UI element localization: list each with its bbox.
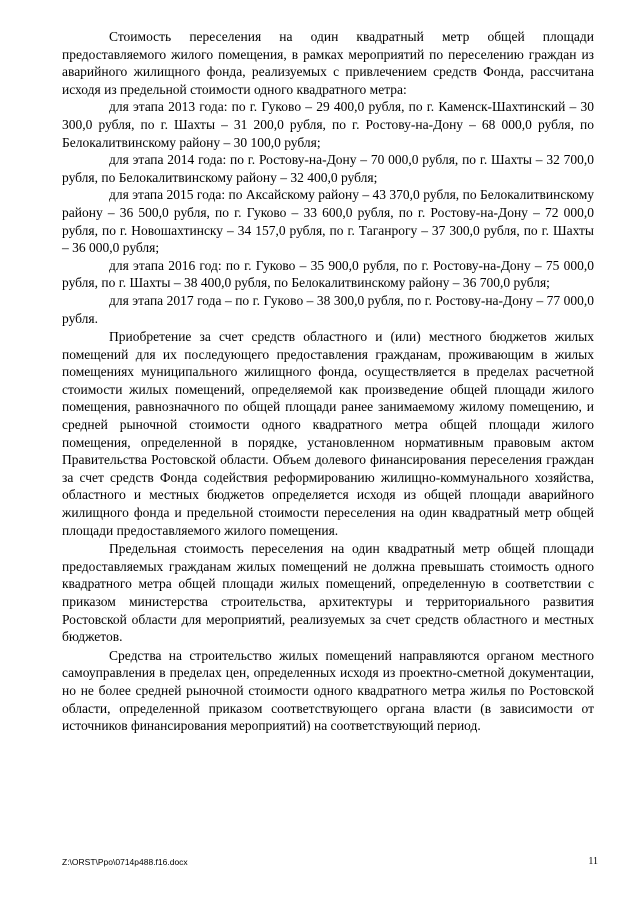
paragraph-stage-2017: для этапа 2017 года – по г. Гуково – 38 300,0 рубля, по г. Ростову-на-Дону – 77 000,0 рубля.: [62, 292, 594, 326]
paragraph-price-limit: Предельная стоимость переселения на один квадратный метр общей площади предоставляемых гражданам жилых помещений не должна превышать стоимость одного квадратного метра общей площади жилых помещений, определенную в соответствии с приказом министерства строительства, архитектуры и территориального развития Ростовской области для мероприятий, реализуемых за счет средств областного и местных бюджетов.: [62, 541, 594, 645]
paragraph-stage-2016: для этапа 2016 год: по г. Гуково – 35 900,0 рубля, по г. Ростову-на-Дону – 75 000,0 рубля, по г. Шахты – 38 400,0 рубля, по Белокалитвинскому району – 36 700,0 рубля;: [62, 257, 594, 291]
footer-file-path: Z:\ORST\Ppo\0714p488.f16.docx: [62, 857, 188, 867]
paragraph-stage-2013: для этапа 2013 года: по г. Гуково – 29 400,0 рубля, по г. Каменск-Шахтинский – 30 300,0 рубля, по г. Шахты – 31 200,0 рубля, по г. Ростову-на-Дону – 68 000,0 рубля, по Белокалитвинскому району – 30 100,0 рубля;: [62, 99, 594, 150]
paragraph-stage-2014: для этапа 2014 года: по г. Ростову-на-Дону – 70 000,0 рубля, по г. Шахты – 32 700,0 рубля, по Белокалитвинскому району – 32 400,0 рубля;: [62, 152, 594, 185]
document-body: [62, 28, 594, 735]
paragraph-acquisition: Приобретение за счет средств областного и (или) местного бюджетов жилых помещений для их последующего предоставления гражданам, проживающим в жилых помещениях муниципального жилищного фонда, осуществляется в пределах расчетной стоимости жилых помещений, определяемой как произведение общей площади жилого помещения, равнозначного по общей площади ранее занимаемому жилому помещению, и средней рыночной стоимости одного квадратного метра общей площади жилого помещения, определенной в порядке, установленном нормативным правовым актом Правительства Ростовской области. Объем долевого финансирования переселения граждан за счет средств Фонда содействия реформированию жилищно-коммунального хозяйства, областного и местных бюджетов определяется исходя из общей площади аварийного жилищного фонда и предельной стоимости переселения на один квадратный метр общей площади предоставляемого жилого помещения.: [62, 329, 594, 538]
paragraph-construction-funds: Средства на строительство жилых помещений направляются органом местного самоуправления в пределах цен, определенных исходя из проектно-сметной документации, но не более средней рыночной стоимости одного квадратного метра жилья по Ростовской области, определенной приказом соответствующего органа власти (в зависимости от источников финансирования мероприятий) на соответствующий период.: [62, 647, 594, 734]
page-number: 11: [588, 856, 598, 867]
paragraph-intro: Стоимость переселения на один квадратный метр общей площади предоставляемого жилого помещения, в рамках мероприятий по переселению граждан из аварийного жилищного фонда, реализуемых с привлечением средств Фонда, рассчитана исходя из предельной стоимости одного квадратного метра:: [62, 29, 594, 97]
paragraph-stage-2015: для этапа 2015 года: по Аксайскому району – 43 370,0 рубля, по Белокалитвинскому району – 36 500,0 рубля, по г. Гуково – 33 600,0 рубля, по г. Ростову-на-Дону – 72 000,0 рубля, по г. Новошахтинску – 34 157,0 рубля, по г. Таганрогу – 37 300,0 рубля, по г. Шахты – 36 000,0 рубля;: [62, 187, 594, 256]
